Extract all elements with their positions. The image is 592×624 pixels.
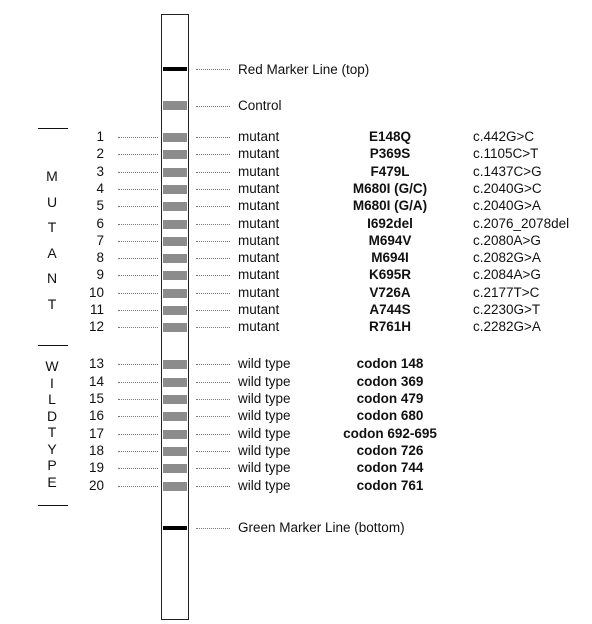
probe-mutation: codon 680 — [356, 408, 424, 423]
wildtype-group-letter: L — [48, 391, 56, 407]
probe-mutation: E148Q — [368, 129, 412, 144]
probe-band — [163, 150, 187, 159]
wildtype-group-letter: W — [45, 358, 59, 374]
probe-number: 19 — [88, 460, 104, 475]
probe-band — [163, 202, 187, 211]
probe-nucleotide: c.2080A>G — [473, 233, 541, 248]
probe-right-leader — [196, 241, 230, 242]
probe-band — [163, 323, 187, 332]
probe-band — [163, 289, 187, 298]
probe-band — [163, 430, 187, 439]
probe-kind: mutant — [238, 267, 280, 282]
probe-kind: wild type — [238, 391, 291, 406]
probe-left-leader — [118, 224, 158, 225]
probe-left-leader — [118, 137, 158, 138]
probe-kind: mutant — [238, 250, 280, 265]
probe-number: 2 — [96, 146, 104, 161]
mutant-group-letter: T — [47, 295, 57, 312]
probe-nucleotide: c.2230G>T — [473, 302, 541, 317]
probe-right-leader — [196, 327, 230, 328]
probe-left-leader — [118, 189, 158, 190]
probe-left-leader — [118, 434, 158, 435]
top-marker-leader — [196, 69, 230, 70]
probe-mutation: codon 148 — [356, 356, 424, 371]
probe-number: 15 — [88, 391, 104, 406]
top-marker-label: Red Marker Line (top) — [238, 62, 370, 77]
probe-nucleotide: c.2177T>C — [473, 285, 540, 300]
mutant-group-letter: N — [46, 270, 58, 286]
probe-band — [163, 412, 187, 421]
probe-nucleotide: c.2040G>A — [473, 198, 541, 213]
probe-number: 13 — [88, 356, 104, 371]
probe-left-leader — [118, 206, 158, 207]
wildtype-group-bottom-line — [38, 505, 68, 506]
probe-mutation: F479L — [370, 164, 410, 179]
probe-right-leader — [196, 382, 230, 383]
probe-number: 6 — [96, 216, 104, 231]
mutant-group-letter: T — [47, 219, 57, 235]
probe-kind: mutant — [238, 302, 280, 317]
probe-nucleotide: c.1437C>G — [473, 164, 542, 179]
probe-nucleotide: c.2082G>A — [473, 250, 541, 265]
probe-left-leader — [118, 468, 158, 469]
probe-left-leader — [118, 241, 158, 242]
mutant-group-letter: A — [47, 244, 57, 261]
probe-mutation: codon 744 — [356, 460, 424, 475]
bottom-marker-label: Green Marker Line (bottom) — [238, 520, 405, 535]
probe-number: 11 — [89, 302, 104, 317]
probe-number: 16 — [88, 408, 104, 423]
probe-left-leader — [118, 327, 158, 328]
wildtype-group-letter: D — [46, 407, 58, 424]
probe-right-leader — [196, 434, 230, 435]
probe-number: 9 — [96, 267, 104, 282]
probe-kind: wild type — [238, 374, 291, 389]
mutant-group-top-line — [38, 128, 68, 129]
probe-left-leader — [118, 258, 158, 259]
probe-mutation: codon 726 — [356, 443, 424, 458]
probe-number: 1 — [96, 129, 104, 144]
probe-band — [163, 395, 187, 404]
probe-kind: mutant — [238, 216, 280, 231]
probe-kind: mutant — [238, 129, 280, 144]
probe-right-leader — [196, 451, 230, 452]
probe-mutation: M680I (G/A) — [352, 198, 428, 213]
probe-mutation: R761H — [368, 319, 412, 334]
probe-number: 20 — [88, 478, 104, 493]
probe-left-leader — [118, 382, 158, 383]
probe-kind: mutant — [238, 164, 280, 179]
probe-band — [163, 482, 187, 491]
probe-band — [163, 447, 187, 456]
bottom-marker-leader — [196, 528, 230, 529]
probe-left-leader — [118, 364, 158, 365]
probe-right-leader — [196, 293, 230, 294]
probe-band — [163, 133, 187, 142]
probe-number: 12 — [88, 319, 104, 334]
probe-right-leader — [196, 172, 230, 173]
probe-left-leader — [118, 172, 158, 173]
probe-mutation: M680I (G/C) — [352, 181, 428, 196]
probe-mutation: codon 761 — [356, 478, 424, 493]
control-band — [163, 101, 187, 110]
probe-right-leader — [196, 275, 230, 276]
probe-right-leader — [196, 258, 230, 259]
probe-mutation: codon 692-695 — [343, 426, 437, 441]
wildtype-group-letter: T — [47, 424, 57, 440]
probe-band — [163, 185, 187, 194]
probe-kind: wild type — [238, 478, 291, 493]
control-label: Control — [238, 98, 282, 113]
probe-kind: wild type — [238, 443, 291, 458]
probe-right-leader — [196, 206, 230, 207]
top-marker-band — [163, 67, 187, 71]
probe-right-leader — [196, 468, 230, 469]
probe-band — [163, 220, 187, 229]
probe-nucleotide: c.2084A>G — [473, 267, 541, 282]
probe-kind: mutant — [238, 146, 280, 161]
probe-number: 18 — [88, 443, 104, 458]
probe-right-leader — [196, 154, 230, 155]
probe-mutation: M694V — [368, 233, 412, 248]
wildtype-group-letter: E — [47, 473, 57, 490]
probe-left-leader — [118, 154, 158, 155]
probe-band — [163, 378, 187, 387]
probe-kind: mutant — [238, 181, 280, 196]
wildtype-group-letter: I — [50, 374, 54, 391]
probe-mutation: codon 369 — [356, 374, 424, 389]
probe-kind: wild type — [238, 460, 291, 475]
probe-mutation: M694I — [371, 250, 409, 265]
probe-left-leader — [118, 451, 158, 452]
probe-number: 8 — [96, 250, 104, 265]
probe-nucleotide: c.2282G>A — [473, 319, 541, 334]
probe-right-leader — [196, 416, 230, 417]
probe-band — [163, 254, 187, 263]
probe-band — [163, 360, 187, 369]
probe-right-leader — [196, 486, 230, 487]
probe-mutation: K695R — [368, 267, 412, 282]
probe-number: 10 — [88, 285, 104, 300]
probe-left-leader — [118, 275, 158, 276]
probe-nucleotide: c.1105C>T — [473, 146, 539, 161]
probe-left-leader — [118, 310, 158, 311]
probe-kind: mutant — [238, 233, 280, 248]
probe-left-leader — [118, 416, 158, 417]
probe-kind: wild type — [238, 426, 291, 441]
probe-number: 5 — [96, 198, 104, 213]
probe-mutation: V726A — [369, 285, 411, 300]
probe-kind: mutant — [238, 198, 280, 213]
probe-left-leader — [118, 293, 158, 294]
probe-right-leader — [196, 189, 230, 190]
probe-band — [163, 306, 187, 315]
control-leader — [196, 106, 230, 107]
probe-band — [163, 237, 187, 246]
probe-kind: wild type — [238, 408, 291, 423]
probe-right-leader — [196, 399, 230, 400]
probe-left-leader — [118, 399, 158, 400]
probe-mutation: P369S — [369, 146, 411, 161]
probe-number: 4 — [96, 181, 104, 196]
probe-mutation: codon 479 — [356, 391, 424, 406]
probe-mutation: A744S — [369, 302, 411, 317]
probe-right-leader — [196, 364, 230, 365]
probe-number: 14 — [88, 374, 104, 389]
probe-nucleotide: c.2076_2078del — [473, 216, 570, 231]
probe-kind: mutant — [238, 319, 280, 334]
probe-mutation: I692del — [367, 216, 413, 231]
probe-band — [163, 464, 187, 473]
probe-number: 7 — [96, 233, 104, 248]
probe-right-leader — [196, 137, 230, 138]
mutant-group-letter: M — [46, 168, 58, 184]
probe-right-leader — [196, 310, 230, 311]
probe-kind: wild type — [238, 356, 291, 371]
mutant-group-letter: U — [46, 193, 58, 210]
wildtype-group-letter: P — [47, 457, 57, 473]
group-divider-line — [38, 345, 68, 346]
bottom-marker-band — [163, 526, 187, 530]
wildtype-group-letter: Y — [47, 440, 57, 457]
probe-nucleotide: c.2040G>C — [473, 181, 542, 196]
probe-number: 3 — [96, 164, 104, 179]
probe-band — [163, 168, 187, 177]
probe-nucleotide: c.442G>C — [473, 129, 535, 144]
probe-band — [163, 271, 187, 280]
probe-left-leader — [118, 486, 158, 487]
probe-right-leader — [196, 224, 230, 225]
probe-number: 17 — [88, 426, 104, 441]
probe-kind: mutant — [238, 285, 280, 300]
